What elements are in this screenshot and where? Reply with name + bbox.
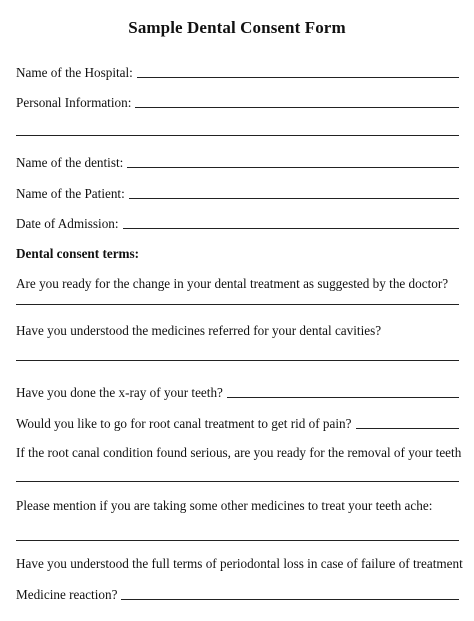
dentist-row (16, 150, 459, 172)
answer-medicine-reaction[interactable] (121, 599, 459, 600)
personal-info-blank-2[interactable] (16, 135, 459, 136)
dentist-label: Name of the dentist: (16, 155, 124, 170)
answer-teeth-removal[interactable] (16, 481, 459, 482)
question-xray: Have you done the x-ray of your teeth? (16, 385, 223, 400)
personal-info-blank[interactable] (135, 107, 459, 108)
medicine-reaction-row (16, 582, 459, 604)
xray-row (16, 380, 459, 402)
answer-root-canal[interactable] (356, 428, 460, 429)
admission-row (16, 211, 459, 233)
patient-blank[interactable] (129, 198, 459, 199)
question-periodontal-loss: Have you understood the full terms of periodontal loss in case of failure of treatment (16, 556, 463, 571)
hospital-row (16, 60, 459, 82)
answer-change-treatment[interactable] (16, 304, 459, 305)
patient-row (16, 181, 459, 203)
patient-label: Name of the Patient: (16, 186, 125, 201)
answer-other-medicines[interactable] (16, 540, 459, 541)
question-change-treatment: Are you ready for the change in your dental treatment as suggested by the doctor? (16, 276, 449, 291)
personal-info-label: Personal Information: (16, 95, 132, 110)
dentist-blank[interactable] (127, 167, 459, 168)
hospital-label: Name of the Hospital: (16, 65, 133, 80)
admission-label: Date of Admission: (16, 216, 119, 231)
question-medicines-cavities: Have you understood the medicines referred for your dental cavities? (16, 323, 382, 338)
question-root-canal: Would you like to go for root canal treatment to get rid of pain? (16, 416, 352, 431)
admission-blank[interactable] (123, 228, 459, 229)
terms-heading: Dental consent terms: (16, 246, 140, 261)
answer-medicines-cavities[interactable] (16, 360, 459, 361)
question-other-medicines: Please mention if you are taking some other medicines to treat your teeth ache: (16, 498, 433, 513)
form-title: Sample Dental Consent Form (128, 18, 346, 37)
root-canal-row (16, 411, 459, 433)
question-medicine-reaction: Medicine reaction? (16, 587, 118, 602)
hospital-blank[interactable] (137, 77, 459, 78)
personal-info-row (16, 90, 459, 112)
answer-xray[interactable] (227, 397, 459, 398)
question-teeth-removal: If the root canal condition found serious, are you ready for the removal of your teeth (16, 445, 462, 460)
